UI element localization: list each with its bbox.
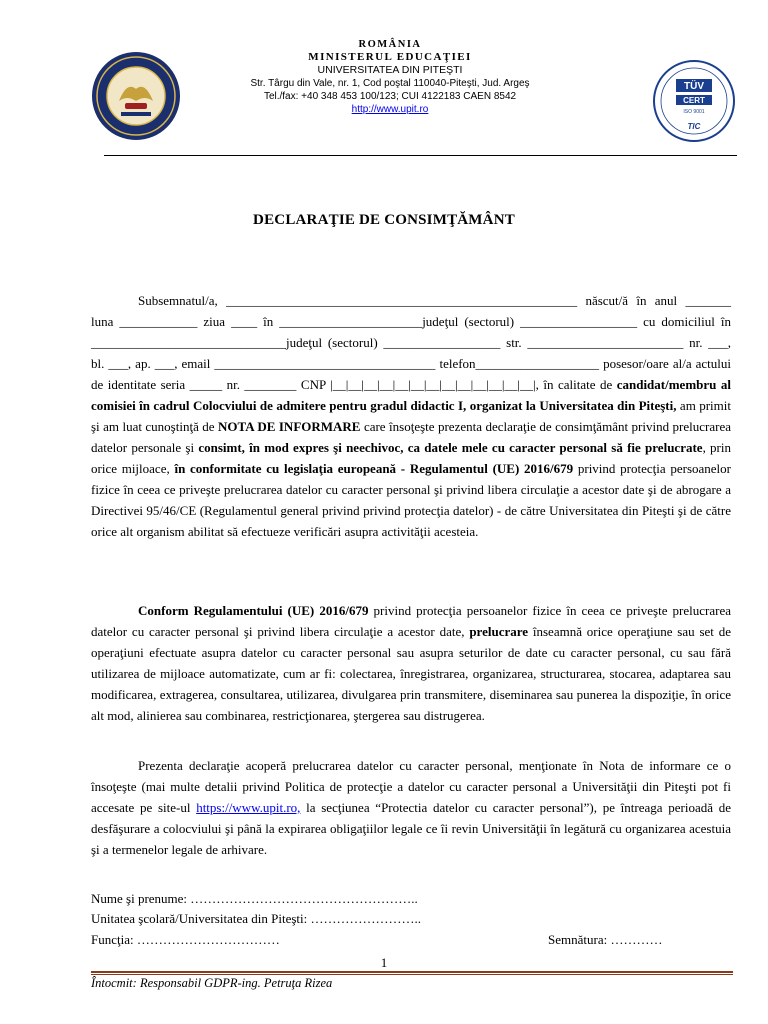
svg-text:CERT: CERT — [683, 96, 705, 105]
body-text: Prezenta declaraţie acoperă prelucrarea datelor cu caracter personal, menţionate în Nota de informare ce o însoţeşte (mai multe detalii privind Politica de protecţie a datelor cu caracter personal a Universităţii din Piteşti pot fi accesate pe site-ul — [91, 758, 731, 815]
header-address: Str. Târgu din Vale, nr. 1, Cod poştal 110040-Piteşti, Jud. Argeş — [250, 78, 530, 89]
header-contact: Tel./fax: +40 348 453 100/123; CUI 4122183 CAEN 8542 — [263, 91, 517, 102]
svg-text:ISO 9001: ISO 9001 — [683, 109, 705, 115]
signature-unit-field: Unitatea şcolară/Universitatea din Piteşti: …………………….. — [91, 911, 421, 926]
paragraph-declaration — [91, 290, 731, 542]
tuv-certification-logo — [652, 59, 736, 143]
header-university: UNIVERSITATEA DIN PITEŞTI — [317, 64, 463, 76]
paragraph-coverage — [91, 755, 731, 860]
header-ministry: MINISTERUL EDUCAŢIEI — [308, 51, 472, 63]
bold-text: NOTA DE INFORMARE — [218, 419, 361, 434]
footer-divider — [91, 971, 733, 973]
body-text: , prin orice mijloace, — [91, 440, 732, 476]
paragraph-regulation — [91, 600, 731, 726]
footer-divider-thin — [91, 974, 733, 975]
body-text: înseamnă orice operaţiune sau set de operaţiuni efectuate asupra datelor cu caracter personal sau asupra seturilor de date cu caracter personal, cu sau fără utilizarea de mijloace automatizate, cum ar fi: colectarea, înregistrarea, organizarea, structurarea, stocarea, adaptarea sau modificarea, extragerea, consultarea, utilizarea, divulgarea prin transmitere, diseminarea sau punerea la dispoziţie, în orice alt mod, alinierea sau combinarea, restricţionarea, ştergerea sau distrugerea. — [91, 624, 731, 723]
body-text: care însoţeşte prezenta declaraţie de consimţământ privind prelucrarea datelor personale şi — [91, 419, 731, 455]
body-text: Subsemnatul/a, ______________________________________________________ născut/ă în anul _______ luna ____________ ziua ____ în ______________________judeţul (sectorul) __________________ cu domiciliul în ______________________________judeţul (sectorul) __________________ str. ________________________ nr. ___, bl. ___, ap. ___, email __________________________________ telefon___________________ posesor/oare al/a actului de identitate seria _____ nr. ________ CNP |__|__|__|__|__|__|__|__|__|__|__|__|__|, în calitate de — [91, 293, 731, 392]
body-text: la secţiunea “Protectia datelor cu caracter personal”), pe întreaga perioadă de desfăşurare a colocviului şi până la expirarea obligaţiilor legale ce îi revin Universităţii în legătură cu organizarea acestuia şi a termenelor legale de arhivare. — [91, 800, 731, 857]
bold-text: consimt, în mod expres şi neechivoc, ca datele mele cu caracter personal să fie prelucrate — [198, 440, 703, 455]
body-text: am primit şi am luat cunoştinţă de — [91, 398, 731, 434]
header-country: ROMÂNIA — [358, 39, 422, 50]
signature-function-field: Funcţia: …………………………… — [91, 932, 280, 947]
bold-text: candidat/membru al comisiei în cadrul Colocviului de admitere pentru gradul didactic I, organizat la Universitatea din Piteşti, — [91, 377, 731, 413]
footer-author: Întocmit: Responsabil GDPR-ing. Petruţa Rizea — [91, 976, 333, 990]
letterhead — [0, 0, 768, 160]
signature-sign-field: Semnătura: ………… — [548, 932, 663, 947]
body-text: privind protecţia persoanelor fizice în ceea ce priveşte prelucrarea datelor cu caracter personal şi privind libera circulaţie a acestor date, — [91, 603, 731, 639]
bold-text: în conformitate cu legislaţia europeană - Regulamentul (UE) 2016/679 — [174, 461, 574, 476]
svg-text:TÜV: TÜV — [684, 81, 704, 92]
document-title: DECLARAŢIE DE CONSIMŢĂMÂNT — [253, 212, 515, 228]
university-seal-logo — [91, 51, 181, 141]
header-divider — [104, 155, 737, 156]
header-website-link[interactable]: http://www.upit.ro — [351, 104, 429, 115]
body-text: privind protecţia persoanelor fizice în ceea ce priveşte prelucrarea datelor cu caracter personal şi privind libera circulaţie a acestor date şi de abrogare a Directivei 95/46/CE (Regulamentul general privind privind protecţia datelor) - de către Universitatea din Piteşti şi de către orice alt organism abilitat să efectueze verificări asupra activităţii acesteia. — [91, 461, 731, 539]
page-number: 1 — [380, 955, 388, 970]
signature-name-field: Nume şi prenume: …………………………………………….. — [91, 891, 418, 906]
svg-text:TIC: TIC — [687, 122, 701, 131]
website-link[interactable]: https://www.upit.ro, — [196, 800, 301, 815]
bold-text: prelucrare — [469, 624, 529, 639]
bold-text: Conform Regulamentului (UE) 2016/679 — [138, 603, 369, 618]
